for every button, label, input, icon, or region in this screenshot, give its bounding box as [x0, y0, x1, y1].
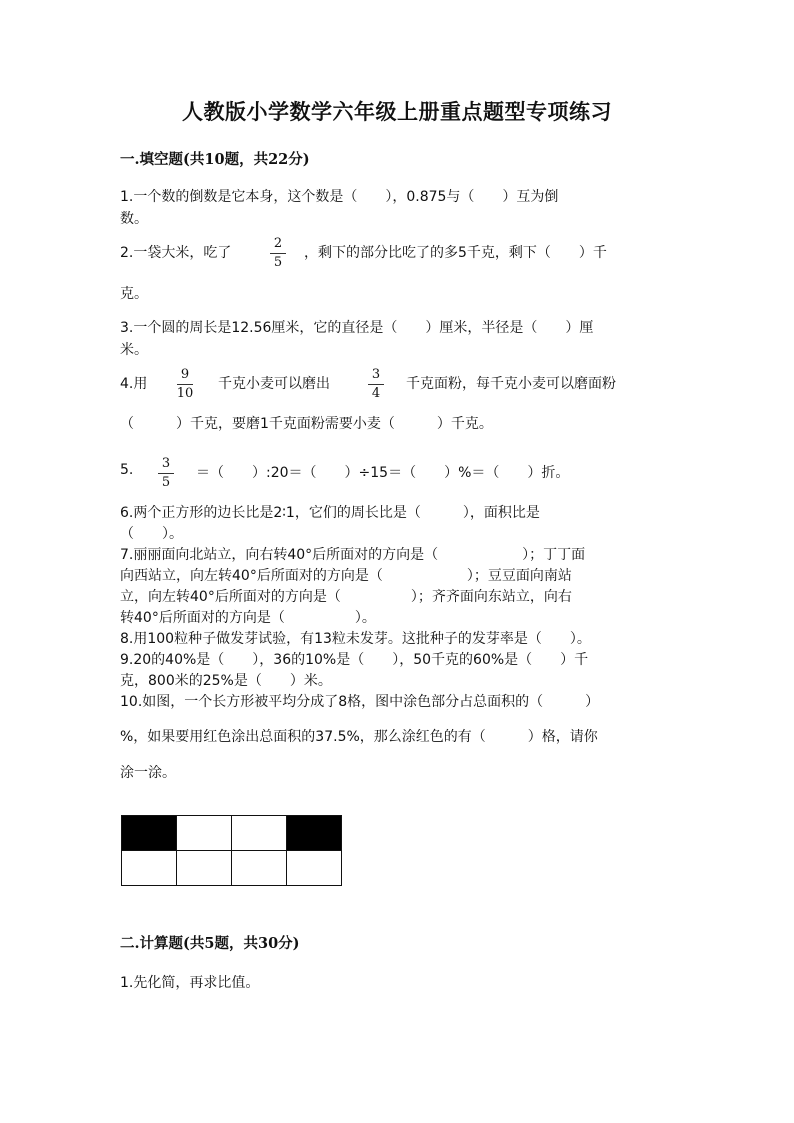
fraction-numerator: 2: [273, 236, 283, 251]
grid-row: [122, 851, 342, 886]
question-8-line-1: 8.用100粒种子做发芽试验，有13粒未发芽。这批种子的发芽率是（ ）。: [120, 631, 591, 647]
question-2-text-a: 2.一袋大米，吃了: [120, 245, 232, 261]
question-7-line-3: 立，向左转40°后所面对的方向是（ ）；齐齐面向东站立，向右: [120, 589, 572, 605]
fraction-bar: [177, 384, 193, 385]
question-10-line-3: 涂一涂。: [120, 765, 176, 781]
question-2-line-2: 克。: [120, 286, 148, 302]
section-heading-fill-blank: 一.填空题(共10题，共22分): [120, 151, 310, 168]
section-heading-calculation: 二.计算题(共5题，共30分): [120, 935, 300, 952]
fraction-numerator: 3: [371, 367, 381, 382]
grid-cell-empty: [232, 851, 287, 886]
fraction-bar: [368, 384, 384, 385]
question-10-line-2: %，如果要用红色涂出总面积的37.5%，那么涂红色的有（ ）格，请你: [120, 729, 598, 745]
question-7-line-4: 转40°后所面对的方向是（ ）。: [120, 610, 376, 626]
page-title: 人教版小学数学六年级上册重点题型专项练习: [182, 99, 612, 124]
grid-cell-empty: [122, 851, 177, 886]
grid-cell-empty: [232, 816, 287, 851]
rectangle-grid-figure: [121, 815, 342, 886]
question-5-fraction: [155, 456, 177, 491]
fraction-denominator: 5: [161, 475, 171, 490]
question-1-line-2: 数。: [120, 211, 148, 227]
fraction-bar: [158, 473, 174, 474]
question-5-text-a: 5.: [120, 462, 134, 478]
question-6-line-2: （ ）。: [120, 526, 183, 542]
question-7-line-2: 向西站立，向左转40°后所面对的方向是（ ）；豆豆面向南站: [120, 568, 572, 584]
fraction-numerator: 9: [180, 367, 190, 382]
question-1-line-1: 1.一个数的倒数是它本身，这个数是（ ），0.875与（ ）互为倒: [120, 189, 559, 205]
question-7-line-1: 7.丽丽面向北站立，向右转40°后所面对的方向是（ ）；丁丁面: [120, 547, 586, 563]
question-4-text-c: 千克面粉，每千克小麦可以磨面粉: [406, 376, 616, 392]
question-10-line-1: 10.如图，一个长方形被平均分成了8格，图中涂色部分占总面积的（ ）: [120, 694, 600, 710]
grid-cell-empty: [177, 851, 232, 886]
question-5-text-b: ＝（ ）:20＝（ ）÷15＝（ ）%＝（ ）折。: [196, 465, 570, 481]
question-4-text-b: 千克小麦可以磨出: [218, 376, 330, 392]
fraction-numerator: 3: [161, 456, 171, 471]
grid-row: [122, 816, 342, 851]
question-3-line-2: 米。: [120, 342, 148, 358]
question-3-line-1: 3.一个圆的周长是12.56厘米，它的直径是（ ）厘米，半径是（ ）厘: [120, 320, 594, 336]
question-9-line-1: 9.20的40%是（ ），36的10%是（ ），50千克的60%是（ ）千: [120, 652, 589, 668]
question-2-text-b: ，剩下的部分比吃了的多5千克，剩下（ ）千: [304, 245, 607, 261]
question-4-fraction-2: [365, 367, 387, 402]
fraction-denominator: 4: [371, 386, 381, 401]
calculation-1-line-1: 1.先化简，再求比值。: [120, 975, 260, 991]
question-9-line-2: 克，800米的25%是（ ）米。: [120, 673, 332, 689]
question-6-line-1: 6.两个正方形的边长比是2∶1，它们的周长比是（ ），面积比是: [120, 505, 540, 521]
question-4-text-a: 4.用: [120, 376, 148, 392]
question-4-fraction-1: [174, 367, 196, 402]
grid-cell-shaded: [122, 816, 177, 851]
fraction-denominator: 10: [176, 386, 194, 401]
fraction-bar: [270, 253, 286, 254]
grid-cell-empty: [287, 851, 342, 886]
fraction-denominator: 5: [273, 255, 283, 270]
grid-cell-shaded: [287, 816, 342, 851]
question-4-line-2: （ ）千克，要磨1千克面粉需要小麦（ ）千克。: [120, 416, 493, 432]
grid-cell-empty: [177, 816, 232, 851]
question-2-fraction: [267, 236, 289, 271]
